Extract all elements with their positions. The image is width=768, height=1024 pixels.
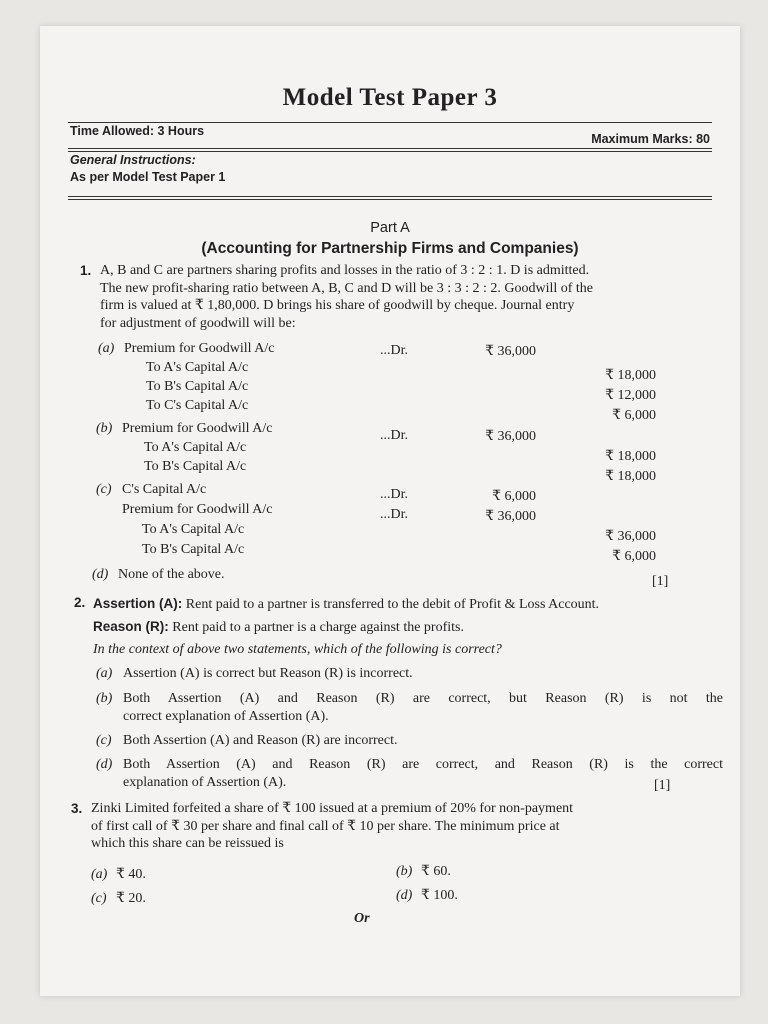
divider xyxy=(68,199,712,200)
divider xyxy=(68,151,712,152)
debit-amount: ₹ 36,000 xyxy=(485,509,536,524)
debit-amount: ₹ 36,000 xyxy=(485,344,536,359)
journal-line: To C's Capital A/c xyxy=(146,398,249,413)
assertion xyxy=(93,595,723,614)
journal-line: Premium for Goodwill A/c xyxy=(122,421,273,436)
divider xyxy=(68,148,712,149)
credit-amount: ₹ 6,000 xyxy=(612,549,656,564)
time-allowed: Time Allowed: 3 Hours xyxy=(70,124,205,138)
option-text: ₹ 40. xyxy=(116,867,146,882)
credit-amount: ₹ 36,000 xyxy=(605,529,656,544)
journal-line: To B's Capital A/c xyxy=(142,542,245,557)
question-line: which this share can be reissued is xyxy=(91,836,284,851)
part-label: Part A xyxy=(370,220,410,236)
divider xyxy=(68,196,712,197)
maximum-marks: Maximum Marks: 80 xyxy=(591,132,710,146)
option-text: ₹ 20. xyxy=(116,891,146,906)
question-text xyxy=(91,800,723,853)
marks-label: [1] xyxy=(652,574,669,589)
question-line: of first call of ₹ 30 per share and final call of ₹ 10 per share. The minimum price at xyxy=(91,818,560,834)
option-text: Both Assertion (A) and Reason (R) are incorrect. xyxy=(123,733,398,748)
reason-text: Rent paid to a partner is a charge against the profits. xyxy=(172,620,464,635)
journal-line: Premium for Goodwill A/c xyxy=(122,502,273,517)
option-label: (a) xyxy=(98,341,115,356)
dr-marker: ...Dr. xyxy=(380,507,408,522)
part-subtitle: (Accounting for Partnership Firms and Companies) xyxy=(201,240,579,257)
option-label: (b) xyxy=(96,421,113,436)
journal-line: To B's Capital A/c xyxy=(144,459,247,474)
question-line: firm is valued at ₹ 1,80,000. D brings his share of goodwill by cheque. Journal entry xyxy=(100,298,575,313)
credit-amount: ₹ 18,000 xyxy=(605,469,656,484)
option-label: (d) xyxy=(96,757,113,772)
option-text: ₹ 100. xyxy=(421,888,458,903)
option-label: (b) xyxy=(396,864,413,879)
option-text: Assertion (A) is correct but Reason (R) is incorrect. xyxy=(123,666,413,681)
debit-amount: ₹ 36,000 xyxy=(485,429,536,444)
option-label: (d) xyxy=(92,567,109,582)
credit-amount: ₹ 12,000 xyxy=(605,388,656,403)
credit-amount: ₹ 6,000 xyxy=(612,408,656,423)
option-text: Both Assertion (A) and Reason (R) are correct, and Reason (R) is the correct xyxy=(123,757,723,772)
journal-line: To B's Capital A/c xyxy=(146,379,249,394)
journal-line: To A's Capital A/c xyxy=(146,360,249,375)
question-text xyxy=(100,262,720,332)
general-instructions-label: General Instructions: xyxy=(70,153,196,167)
assertion-text: Rent paid to a partner is transferred to the debit of Profit & Loss Account. xyxy=(185,597,600,612)
journal-line: To A's Capital A/c xyxy=(142,522,245,537)
option-text: correct explanation of Assertion (A). xyxy=(123,709,329,724)
option-label: (a) xyxy=(91,867,108,882)
question-number: 3. xyxy=(71,801,83,816)
general-instructions-text: As per Model Test Paper 1 xyxy=(70,170,226,184)
question-line: for adjustment of goodwill will be: xyxy=(100,315,296,331)
divider xyxy=(68,122,712,123)
reason xyxy=(93,618,723,637)
question-line: A, B and C are partners sharing profits and losses in the ratio of 3 : 2 : 1. D is admitted. xyxy=(100,263,590,278)
page-title: Model Test Paper 3 xyxy=(282,84,498,111)
journal-line: C's Capital A/c xyxy=(122,482,207,497)
debit-amount: ₹ 6,000 xyxy=(492,489,536,504)
page xyxy=(40,26,740,996)
journal-line: To A's Capital A/c xyxy=(144,440,247,455)
reason-label: Reason (R): xyxy=(93,619,169,634)
question-number: 2. xyxy=(74,595,86,610)
option-text: None of the above. xyxy=(118,567,225,582)
option-label: (b) xyxy=(96,691,113,706)
option-label: (d) xyxy=(396,888,413,903)
dr-marker: ...Dr. xyxy=(380,343,408,358)
dr-marker: ...Dr. xyxy=(380,428,408,443)
option-label: (a) xyxy=(96,666,113,681)
question-prompt: In the context of above two statements, which of the following is correct? xyxy=(93,642,502,657)
assertion-label: Assertion (A): xyxy=(93,596,183,611)
question-line: Zinki Limited forfeited a share of ₹ 100 issued at a premium of 20% for non-payment xyxy=(91,801,574,816)
option-label: (c) xyxy=(91,891,107,906)
credit-amount: ₹ 18,000 xyxy=(605,368,656,383)
option-text: Both Assertion (A) and Reason (R) are correct, but Reason (R) is not the xyxy=(123,691,723,706)
question-line: The new profit-sharing ratio between A, B, C and D will be 3 : 3 : 2 : 2. Goodwill of the xyxy=(100,280,594,296)
credit-amount: ₹ 18,000 xyxy=(605,449,656,464)
question-number: 1. xyxy=(80,263,92,278)
option-text: explanation of Assertion (A). xyxy=(123,775,287,790)
dr-marker: ...Dr. xyxy=(380,487,408,502)
option-text: ₹ 60. xyxy=(421,864,451,879)
option-label: (c) xyxy=(96,733,112,748)
marks-label: [1] xyxy=(654,778,671,793)
or-separator: Or xyxy=(354,911,370,926)
option-label: (c) xyxy=(96,482,112,497)
journal-line: Premium for Goodwill A/c xyxy=(124,341,275,356)
